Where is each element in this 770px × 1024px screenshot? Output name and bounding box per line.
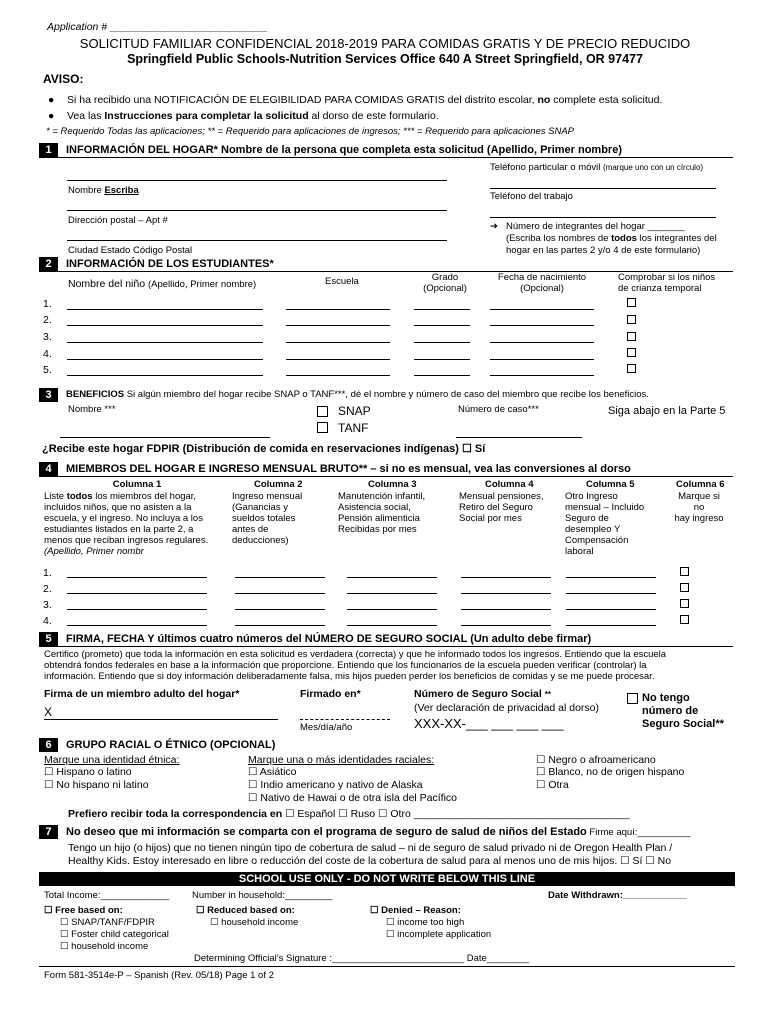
snap-checkbox[interactable] <box>317 406 328 417</box>
income-line[interactable] <box>235 609 325 610</box>
address-line[interactable] <box>67 210 447 211</box>
child-name-line[interactable] <box>67 342 263 343</box>
health-coverage-line-1: Tengo un hijo (o hijos) que no tienen ningún tipo de cobertura de salud – ni de seguro de salud privado ni de Oregon Health Plan / <box>68 842 673 854</box>
income-line[interactable] <box>461 625 551 626</box>
foster-header: Comprobar si los niños de crianza temporal <box>618 272 716 294</box>
income-line[interactable] <box>461 577 551 578</box>
denied-heading[interactable]: ☐ Denied – Reason: <box>370 905 461 916</box>
section-2-header <box>39 257 733 272</box>
income-line[interactable] <box>235 625 325 626</box>
home-phone-line[interactable] <box>490 188 716 189</box>
name-label: Nombre Escriba <box>68 185 139 196</box>
official-signature-field[interactable]: Determining Official’s Signature :_________________________ Date________ <box>194 953 530 964</box>
child-name-line[interactable] <box>67 309 263 310</box>
ethnic-option[interactable]: ☐ Hispano o latino <box>44 766 132 778</box>
row-number: 2. <box>43 583 52 595</box>
child-name-header: Nombre del niño (Apellido, Primer nombre) <box>68 278 257 290</box>
birth-line[interactable] <box>490 359 594 360</box>
ssn-label: Número de Seguro Social ** <box>414 688 551 700</box>
row-number: 3. <box>43 599 52 611</box>
racial-option[interactable]: ☐ Blanco, no de origen hispano <box>536 766 685 778</box>
divider <box>39 966 735 967</box>
income-line[interactable] <box>566 577 656 578</box>
tanf-label: TANF <box>338 421 369 435</box>
form-subtitle: Springfield Public Schools-Nutrition Services Office 640 A Street Springfield, OR 97477 <box>127 52 643 66</box>
certification-text: Certifico (prometo) que toda la información en esta solicitud es verdadera (correcta) y que he informado todos los ingresos. Entiendo que la escuela obtendrá fondos federales en base a la información que proporcione. Entiendo que los funcionarios de la escuela pueden verificar (controlar) la información. Entiendo que si doy información deliberadamente falsa, mis hijos pueden perder los beneficios de comidas y se me puede procesar. <box>44 649 667 682</box>
household-number-field[interactable]: Number in household:_________ <box>192 890 333 901</box>
row-number: 2. <box>43 314 52 326</box>
reduced-heading[interactable]: ☐ Reduced based on: <box>196 905 295 916</box>
income-line[interactable] <box>347 609 437 610</box>
language-preference: Prefiero recibir toda la correspondencia en ☐ Español ☐ Ruso ☐ Otro _____________________________________ <box>68 808 630 820</box>
denied-option[interactable]: ☐ income too high <box>386 917 465 928</box>
aviso-heading: AVISO: <box>43 72 84 86</box>
health-coverage-line-2: Healthy Kids. Estoy interesado en libre o reducción del coste de la cobertura de salud para al menos uno de mis hijos. ☐ Sí ☐ No <box>68 855 672 867</box>
racial-option[interactable]: ☐ Nativo de Hawai o de otra isla del Pacífico <box>248 792 458 804</box>
birth-header: Fecha de nacimiento (Opcional) <box>497 272 587 294</box>
foster-checkbox[interactable] <box>627 315 636 324</box>
benefits-name-label: Nombre *** <box>68 404 116 415</box>
racial-option[interactable]: ☐ Indio americano y nativo de Alaska <box>248 779 423 791</box>
signature-label: Firma de un miembro adulto del hogar* <box>44 688 240 700</box>
total-income-field[interactable]: Total Income:_____________ <box>44 890 170 901</box>
col4-desc: Mensual pensiones, Retiro del Seguro Social por mes <box>459 491 544 524</box>
col3-header: Columna 3 <box>368 479 417 490</box>
grade-line[interactable] <box>414 359 470 360</box>
foster-checkbox[interactable] <box>627 348 636 357</box>
home-phone-label: Teléfono particular o móvil (marque uno con un círculo) <box>490 162 704 173</box>
col2-header: Columna 2 <box>254 479 303 490</box>
income-line[interactable] <box>235 577 325 578</box>
address-label: Dirección postal – Apt # <box>68 215 168 226</box>
bullet-icon: ● <box>48 110 55 122</box>
child-name-line[interactable] <box>67 375 263 376</box>
members-count-label: Número de integrantes del hogar _______ <box>506 221 685 232</box>
section-3-title: BENEFICIOS Si algún miembro del hogar recibe SNAP o TANF***, dé el nombre y número de caso del miembro que recibe los beneficios. <box>66 389 649 400</box>
section-6-title: GRUPO RACIAL O ÉTNICO (OPCIONAL) <box>66 739 276 751</box>
section-5-title: FIRMA, FECHA Y últimos cuatro números del NÚMERO DE SEGURO SOCIAL (Un adulto debe firmar) <box>66 633 592 645</box>
school-line[interactable] <box>286 359 390 360</box>
row-number: 5. <box>43 364 52 376</box>
foster-checkbox[interactable] <box>627 364 636 373</box>
tanf-checkbox[interactable] <box>317 422 328 433</box>
racial-option[interactable]: ☐ Otra <box>536 779 569 791</box>
ssn-note: (Ver declaración de privacidad al dorso) <box>414 702 600 714</box>
col5-header: Columna 5 <box>586 479 635 490</box>
birth-line[interactable] <box>490 375 594 376</box>
row-number: 1. <box>43 567 52 579</box>
case-number-label: Número de caso*** <box>458 404 539 415</box>
denied-option[interactable]: ☐ incomplete application <box>386 929 492 940</box>
section-number: 7 <box>39 825 58 839</box>
school-line[interactable] <box>286 309 390 310</box>
income-line[interactable] <box>566 593 656 594</box>
bullet-icon: ● <box>48 94 55 106</box>
section-4-header <box>39 462 733 477</box>
continue-note: Siga abajo en la Parte 5 <box>608 405 726 417</box>
free-option[interactable]: ☐ Foster child categorical <box>60 929 169 940</box>
ethnic-heading: Marque una identidad étnica: <box>44 754 180 766</box>
snap-label: SNAP <box>338 404 371 418</box>
grade-line[interactable] <box>414 309 470 310</box>
income-line[interactable] <box>235 593 325 594</box>
section-number: 4 <box>39 462 58 476</box>
date-line[interactable] <box>300 719 390 720</box>
income-line[interactable] <box>347 593 437 594</box>
grade-line[interactable] <box>414 375 470 376</box>
aviso-bullet-1: Si ha recibido una NOTIFICACIÓN DE ELEGIBILIDAD PARA COMIDAS GRATIS del distrito escolar, no complete esta solicitud. <box>67 94 663 106</box>
member-name-line[interactable] <box>67 609 207 610</box>
section-1-header <box>39 143 733 158</box>
ethnic-option[interactable]: ☐ No hispano ni latino <box>44 779 149 791</box>
no-income-checkbox[interactable] <box>680 567 689 576</box>
member-name-line[interactable] <box>67 593 207 594</box>
racial-option[interactable]: ☐ Negro o afroamericano <box>536 754 656 766</box>
income-line[interactable] <box>566 609 656 610</box>
no-ssn-label: No tengo número de Seguro Social** <box>642 692 724 730</box>
name-line[interactable] <box>67 180 447 181</box>
member-name-line[interactable] <box>67 625 207 626</box>
form-title: SOLICITUD FAMILIAR CONFIDENCIAL 2018-2019 PARA COMIDAS GRATIS Y DE PRECIO REDUCIDO <box>79 36 691 51</box>
col6-desc: Marque si no hay ingreso <box>674 491 724 524</box>
school-line[interactable] <box>286 342 390 343</box>
section-number: 6 <box>39 738 58 752</box>
signature-line[interactable] <box>44 719 278 720</box>
section-number: 2 <box>39 257 58 271</box>
free-option[interactable]: ☐ SNAP/TANF/FDPIR <box>60 917 155 928</box>
ssn-field[interactable]: XXX-XX-___ ___ ___ ___ <box>414 716 564 731</box>
form-footer: Form 581-3514e-P – Spanish (Rev. 05/18) Page 1 of 2 <box>44 970 274 981</box>
col1-header: Columna 1 <box>112 479 162 490</box>
section-7-header <box>39 825 733 839</box>
row-number: 4. <box>43 348 52 360</box>
birth-line[interactable] <box>490 325 594 326</box>
no-income-checkbox[interactable] <box>680 615 689 624</box>
date-withdrawn-field[interactable]: Date Withdrawn:____________ <box>548 890 687 901</box>
col2-desc: Ingreso mensual (Ganancias y sueldos totales antes de deducciones) <box>232 491 303 546</box>
foster-checkbox[interactable] <box>627 332 636 341</box>
section-1-title: INFORMACIÓN DEL HOGAR* Nombre de la persona que completa esta solicitud (Apellido, Primer nombre) <box>66 144 622 156</box>
col4-header: Columna 4 <box>485 479 534 490</box>
row-number: 4. <box>43 615 52 627</box>
school-line[interactable] <box>286 375 390 376</box>
row-number: 1. <box>43 298 52 310</box>
section-2-title: INFORMACIÓN DE LOS ESTUDIANTES* <box>66 258 274 270</box>
col3-desc: Manutención infantil, Asistencia social, Pensión alimenticia Recibidas por mes <box>338 491 426 535</box>
city-label: Ciudad Estado Código Postal <box>68 245 193 256</box>
section-4-title: MIEMBROS DEL HOGAR E INGRESO MENSUAL BRUTO** – si no es mensual, vea las conversiones al dorso <box>66 463 631 475</box>
signed-date-label: Firmado en* <box>300 688 361 700</box>
birth-line[interactable] <box>490 342 594 343</box>
free-option[interactable]: ☐ household income <box>60 941 149 952</box>
section-7-title: No deseo que mi información se comparta con el programa de seguro de salud de niños del Estado Firme aquí:__________ <box>66 826 691 838</box>
members-note-2: hogar en las partes 2 y/o 4 de este formulario) <box>506 245 701 256</box>
reduced-option[interactable]: ☐ household income <box>210 917 299 928</box>
row-number: 3. <box>43 331 52 343</box>
child-name-line[interactable] <box>67 325 263 326</box>
signature-x: X <box>44 705 53 719</box>
grade-header: Grado (Opcional) <box>423 272 467 294</box>
member-name-line[interactable] <box>67 577 207 578</box>
application-number: Application # ___________________________ <box>47 21 268 33</box>
no-income-checkbox[interactable] <box>680 599 689 608</box>
required-legend: * = Requerido Todas las aplicaciones; ** = Requerido para aplicaciones de ingresos; *** = Requerido para aplicaciones SNAP <box>46 126 575 137</box>
racial-heading: Marque una o más identidades raciales: <box>248 754 435 766</box>
income-line[interactable] <box>461 609 551 610</box>
benefits-name-line[interactable] <box>60 437 270 438</box>
no-ssn-checkbox[interactable] <box>627 693 638 704</box>
col6-header: Columna 6 <box>676 479 725 490</box>
section-3-header <box>39 388 733 402</box>
income-line[interactable] <box>566 625 656 626</box>
income-line[interactable] <box>461 593 551 594</box>
grade-line[interactable] <box>414 325 470 326</box>
grade-line[interactable] <box>414 342 470 343</box>
income-line[interactable] <box>347 577 437 578</box>
members-note: (Escriba los nombres de todos los integrantes del <box>506 233 717 244</box>
col1-desc: Liste todos los miembros del hogar, incluidos niños, que no asisten a la escuela, y el ingreso. No incluya a los estudiantes listados en la parte 2, a menos que reciban ingresos regulares. (Apellido, Primer nombr <box>44 491 209 557</box>
date-format-label: Mes/día/año <box>300 722 353 733</box>
fdpir-question: ¿Recibe este hogar FDPIR (Distribución de comida en reservaciones indígenas) ☐ Sí <box>42 443 486 455</box>
foster-checkbox[interactable] <box>627 298 636 307</box>
section-number: 1 <box>39 143 58 157</box>
work-phone-line[interactable] <box>490 217 716 218</box>
school-header: Escuela <box>325 276 359 287</box>
work-phone-label: Teléfono del trabajo <box>490 191 573 202</box>
no-income-checkbox[interactable] <box>680 583 689 592</box>
free-heading[interactable]: ☐ Free based on: <box>44 905 123 916</box>
school-use-banner: SCHOOL USE ONLY - DO NOT WRITE BELOW THIS LINE <box>39 872 735 886</box>
col5-desc: Otro Ingreso mensual – Incluido Seguro de desempleo Y Compensación laboral <box>565 491 645 557</box>
income-line[interactable] <box>347 625 437 626</box>
section-5-header <box>39 632 733 647</box>
case-number-line[interactable] <box>456 437 582 438</box>
racial-option[interactable]: ☐ Asiático <box>248 766 297 778</box>
birth-line[interactable] <box>490 309 594 310</box>
city-line[interactable] <box>67 240 447 241</box>
aviso-bullet-2: Vea las Instrucciones para completar la solicitud al dorso de este formulario. <box>67 110 439 122</box>
section-number: 3 <box>39 388 58 402</box>
section-number: 5 <box>39 632 58 646</box>
school-line[interactable] <box>286 325 390 326</box>
arrow-icon: ➔ <box>490 221 498 232</box>
child-name-line[interactable] <box>67 359 263 360</box>
section-6-header <box>39 738 733 752</box>
